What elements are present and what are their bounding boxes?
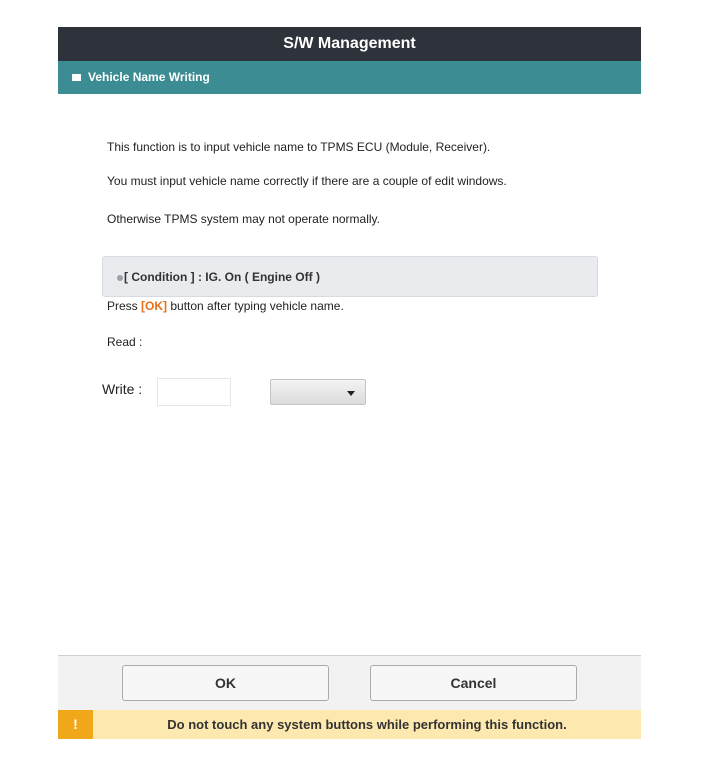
vehicle-name-select[interactable] — [270, 379, 366, 405]
instruction-suffix: button after typing vehicle name. — [167, 299, 344, 313]
warning-icon: ! — [58, 710, 93, 739]
description-line-1: This function is to input vehicle name to TPMS ECU (Module, Receiver). — [107, 140, 491, 154]
cancel-button[interactable]: Cancel — [370, 665, 577, 701]
section-title: Vehicle Name Writing — [88, 70, 210, 84]
instruction-text — [107, 299, 344, 313]
dialog-title: S/W Management — [58, 27, 641, 61]
section-header — [58, 61, 641, 94]
ok-button[interactable]: OK — [122, 665, 329, 701]
ok-highlight: [OK] — [141, 299, 168, 313]
write-label: Write : — [102, 381, 143, 397]
warning-bar — [58, 710, 641, 739]
square-bullet-icon — [72, 74, 81, 81]
instruction-prefix: Press — [107, 299, 142, 313]
bullet-dot-icon — [117, 275, 123, 281]
sw-management-dialog — [58, 27, 641, 739]
condition-text: [ Condition ] : IG. On ( Engine Off ) — [124, 270, 320, 284]
description-line-2: You must input vehicle name correctly if there are a couple of edit windows. — [107, 174, 507, 188]
warning-text: Do not touch any system buttons while performing this function. — [167, 717, 567, 732]
condition-box — [102, 256, 598, 297]
caret-down-icon — [347, 391, 355, 396]
dialog-footer — [58, 655, 641, 710]
description-line-3: Otherwise TPMS system may not operate normally. — [107, 212, 380, 226]
read-label: Read : — [107, 335, 143, 349]
vehicle-name-input[interactable] — [157, 378, 231, 406]
